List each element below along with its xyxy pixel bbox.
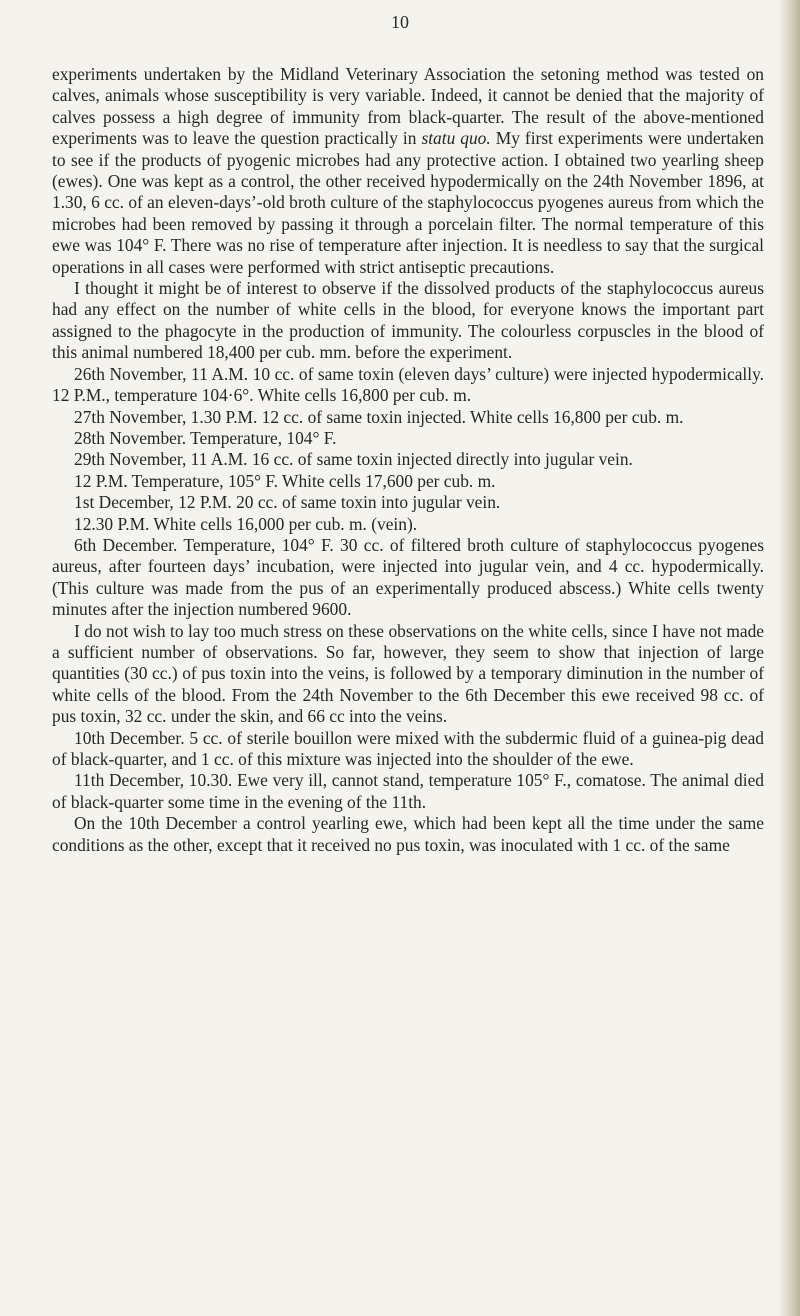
text-segment: 1st December, 12 P.M. 20 cc. of same toxin into jugular vein. bbox=[74, 492, 501, 513]
paragraph-12 bbox=[52, 728, 764, 771]
paragraph-11 bbox=[52, 621, 764, 728]
text-segment: I thought it might be of interest to observe if the dissolved products of the staphylococcus aureus had any effect on the number of white cells in the blood, for everyone knows the important part assigned to the phagocyte in the production of immunity. The colourless corpuscles in the blood of this animal numbered 18,400 per cub. mm. before the experiment. bbox=[52, 278, 764, 363]
text-segment: 11th December, 10.30. Ewe very ill, cannot stand, temperature 105° F., comatose. The animal died of black-quarter some time in the evening of the 11th. bbox=[52, 770, 764, 812]
paragraph-1 bbox=[52, 64, 764, 278]
text-segment: 26th November, 11 A.M. 10 cc. of same toxin (eleven days’ culture) were injected hypodermically. 12 P.M., temperature 104·6°. White cells 16,800 per cub. m. bbox=[52, 363, 764, 406]
text-segment: 28th November. Temperature, 104° F. bbox=[74, 427, 337, 448]
text-segment: 6th December. Temperature, 104° F. 30 cc. of filtered broth culture of staphylococcus pyogenes aureus, after fourteen days’ incubation, were injected into jugular vein, and 4 cc. hypodermically. (This culture was made from the pus of an experimentally produced abscess.) White cells twenty minutes after the injection numbered 9600. bbox=[52, 534, 764, 620]
paragraph-10 bbox=[52, 535, 764, 621]
paragraph-14 bbox=[52, 813, 764, 856]
text-segment: 12 P.M. Temperature, 105° F. White cells 17,600 per cub. m. bbox=[74, 470, 496, 491]
italic-phrase-statu-quo: statu quo. bbox=[421, 128, 491, 149]
paragraph-2 bbox=[52, 278, 764, 364]
text-segment: 27th November, 1.30 P.M. 12 cc. of same toxin injected. White cells 16,800 per cub. m. bbox=[74, 406, 684, 427]
text-segment: I do not wish to lay too much stress on these observations on the white cells, since I have not made a sufficient number of observations. So far, however, they seem to show that injection of large quantities (30 cc.) of pus toxin into the veins, is followed by a temporary diminution in the number of white cells of the blood. From the 24th November to the 6th December this ewe received 98 cc. of pus toxin, 32 cc. under the skin, and 66 cc into the veins. bbox=[52, 620, 764, 727]
paragraph-13 bbox=[52, 770, 764, 813]
page-edge-shadow bbox=[778, 0, 800, 1316]
paragraph-3 bbox=[52, 364, 764, 407]
text-segment: My first experiments were undertaken to see if the products of pyogenic microbes had any protective action. I obtained two yearling sheep (ewes). One was kept as a control, the other received hypodermically on the 24th November 1896, at 1.30, 6 cc. of an eleven-days’-old broth culture of the staphylococcus pyogenes aureus from which the microbes had been removed by passing it through a porcelain filter. The normal temperature of this ewe was 104° F. There was no rise of temperature after injection. It is needless to say that the surgical operations in all cases were performed with strict antiseptic precautions. bbox=[52, 128, 765, 277]
paragraph-5 bbox=[52, 428, 764, 449]
text-segment: 12.30 P.M. White cells 16,000 per cub. m. (vein). bbox=[74, 513, 418, 534]
text-segment: experiments undertaken by the Midland Veterinary Association the setoning method was tested on calves, animals whose susceptibility is very variable. Indeed, it cannot be denied that the majority of calves possess a high degree of immunity from black-quarter. The result of the above-mentioned experiments was to leave the question practically in bbox=[52, 64, 764, 149]
text-segment: 10th December. 5 cc. of sterile bouillon were mixed with the subdermic fluid of a guinea-pig dead of black-quarter, and 1 cc. of this mixture was injected into the shoulder of the ewe. bbox=[52, 727, 764, 769]
body-text bbox=[52, 64, 764, 856]
paragraph-6 bbox=[52, 449, 764, 470]
paragraph-9 bbox=[52, 514, 764, 535]
page-number: 10 bbox=[391, 12, 409, 32]
paragraph-8 bbox=[52, 492, 764, 513]
text-segment: On the 10th December a control yearling ewe, which had been kept all the time under the same conditions as the other, except that it received no pus toxin, was inoculated with 1 cc. of the same bbox=[52, 813, 764, 855]
paragraph-4 bbox=[52, 407, 764, 428]
text-segment: 29th November, 11 A.M. 16 cc. of same toxin injected directly into jugular vein. bbox=[74, 449, 633, 470]
paragraph-7 bbox=[52, 471, 764, 492]
